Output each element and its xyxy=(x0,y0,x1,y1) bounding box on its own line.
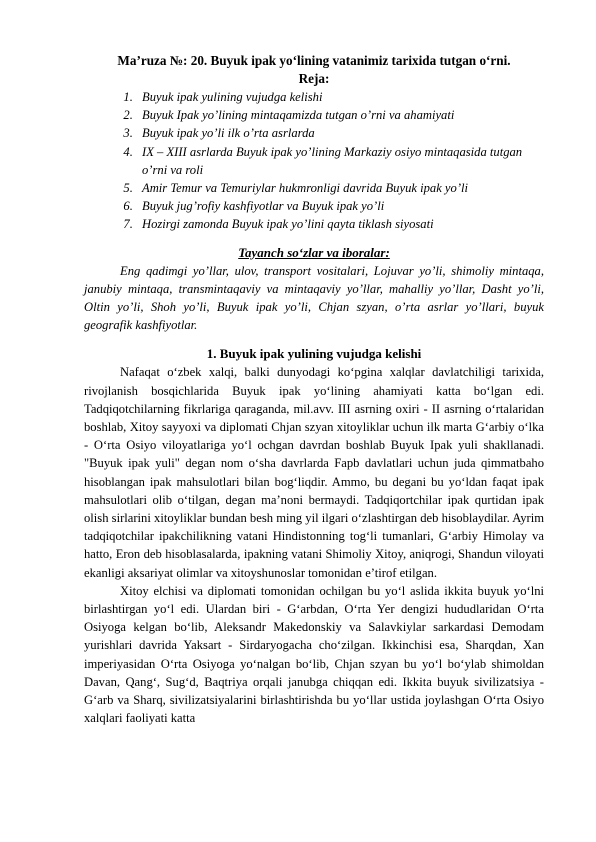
keywords-heading: Tayanch so‘zlar va iboralar: xyxy=(238,244,390,260)
plan-item: 6. Buyuk jug’rofiy kashfiyotlar va Buyuk ipak yo’li xyxy=(136,197,544,215)
keywords-paragraph: Eng qadimgi yo’llar, ulov, transport vositalari, Lojuvar yo’li, shimoliy mintaqa, janubiy mintaqa, transmintaqaviy va mintaqaviy yo’llar, mahalliy yo’llar, Dasht yo’li, Oltin yo’li, Shoh yo’li, Buyuk ipak yo’li, Chjan szyan, o’rta asrlar yo’llari, buyuk geografik kashfiyotlar. xyxy=(84,263,544,333)
plan-list xyxy=(84,88,544,234)
lecture-title: Ma’ruza №: 20. Buyuk ipak yo‘lining vatanimiz tarixida tutgan o‘rni. xyxy=(117,53,511,68)
body-paragraph: Xitoy elchisi va diplomati tomonidan ochilgan bu yo‘l aslida ikkita buyuk yo‘lni birlashtirgan yo‘l edi. Ulardan biri - G‘arbdan, O‘rta Yer dengizi hududlaridan O‘rta Osiyoga kelgan bo‘lib, Aleksandr Makedonskiy va Salavkiylar sarkardasi Demodam yurishlari davrida Yaksart - Sirdaryogacha cho‘zilgan. Ikkinchisi esa, Sharqdan, Xan imperiyasidan O‘rta Osiyoga yo‘nalgan bo‘lib, Chjan szyan bu yo‘l bo‘ylab shimoldan Davan, Qang‘, Sug‘d, Baqtriya orqali janubga chiqqan edi. Ikkita buyuk sivilizatsiya - G‘arb va Sharq, sivilizatsiyalarini birlashtirishda bu yo‘llar ustida joylashgan O‘rta Osiyo xalqlari faoliyati katta xyxy=(84,583,544,726)
section-heading: 1. Buyuk ipak yulining vujudga kelishi xyxy=(206,346,422,362)
plan-item: 4. IX – XIII asrlarda Buyuk ipak yo’lining Markaziy osiyo mintaqasida tutgan o’rni va roli xyxy=(136,143,544,179)
body-paragraph: Nafaqat o‘zbek xalqi, balki dunyodagi ko‘pgina xalqlar davlatchiligi tarixida, rivojlanish bosqichlarida Buyuk ipak yo‘lining ahamiyati katta bo‘lgan edi. Tadqiqotchilarning fikrlariga qaraganda, mil.avv. III asrning oxiri - II asrning o‘rtalaridan boshlab, Xitoy sayyoxi va diplomati Chjan szyan xitoyliklar uchun ilk marta G‘arbiy o‘lka - O‘rta Osiyo viloyatlariga yo‘l ochgan davrdan boshlab Buyuk Ipak yuli shakllanadi. "Buyuk ipak yuli" degan nom o‘sha davrlarda Fapb davlatlari uchun juda qimmatbaho hisoblangan ipak mahsulotlari bilan bog‘liqdir. Ammo, bu degani bu yo‘ldan faqat ipak mahsulotlari olib o‘tilgan, degan ma’noni bermaydi. Tadqiqortchilar ipak qurtidan ipak olish sirlarini xitoyliklar bundan besh ming yil ilgari o‘zlashtirgan deb hisoblaydilar. Ayrim tadqiqotchilar ipakchilikning vatani Hindistonning tog‘li tumanlari, G‘arbiy Himolay va hatto, Eron deb hisoblasalarda, ipakning vatani Shimoliy Xitoy, aniqrogi, Shandun viloyati ekanligi aksariyat olimlar va xitoyshunoslar tomonidan e’tirof etilgan. xyxy=(84,365,544,580)
plan-item: 3. Buyuk ipak yo’li ilk o’rta asrlarda xyxy=(136,124,544,142)
plan-item: 2. Buyuk Ipak yo’lining mintaqamizda tutgan o’rni va ahamiyati xyxy=(136,106,544,124)
document-page xyxy=(84,52,544,728)
plan-item: 7. Hozirgi zamonda Buyuk ipak yo’lini qayta tiklash siyosati xyxy=(136,215,544,233)
plan-item: 1. Buyuk ipak yulining vujudga kelishi xyxy=(136,88,544,106)
plan-item: 5. Amir Temur va Temuriylar hukmronligi davrida Buyuk ipak yo’li xyxy=(136,179,544,197)
plan-heading: Reja: xyxy=(298,71,330,86)
